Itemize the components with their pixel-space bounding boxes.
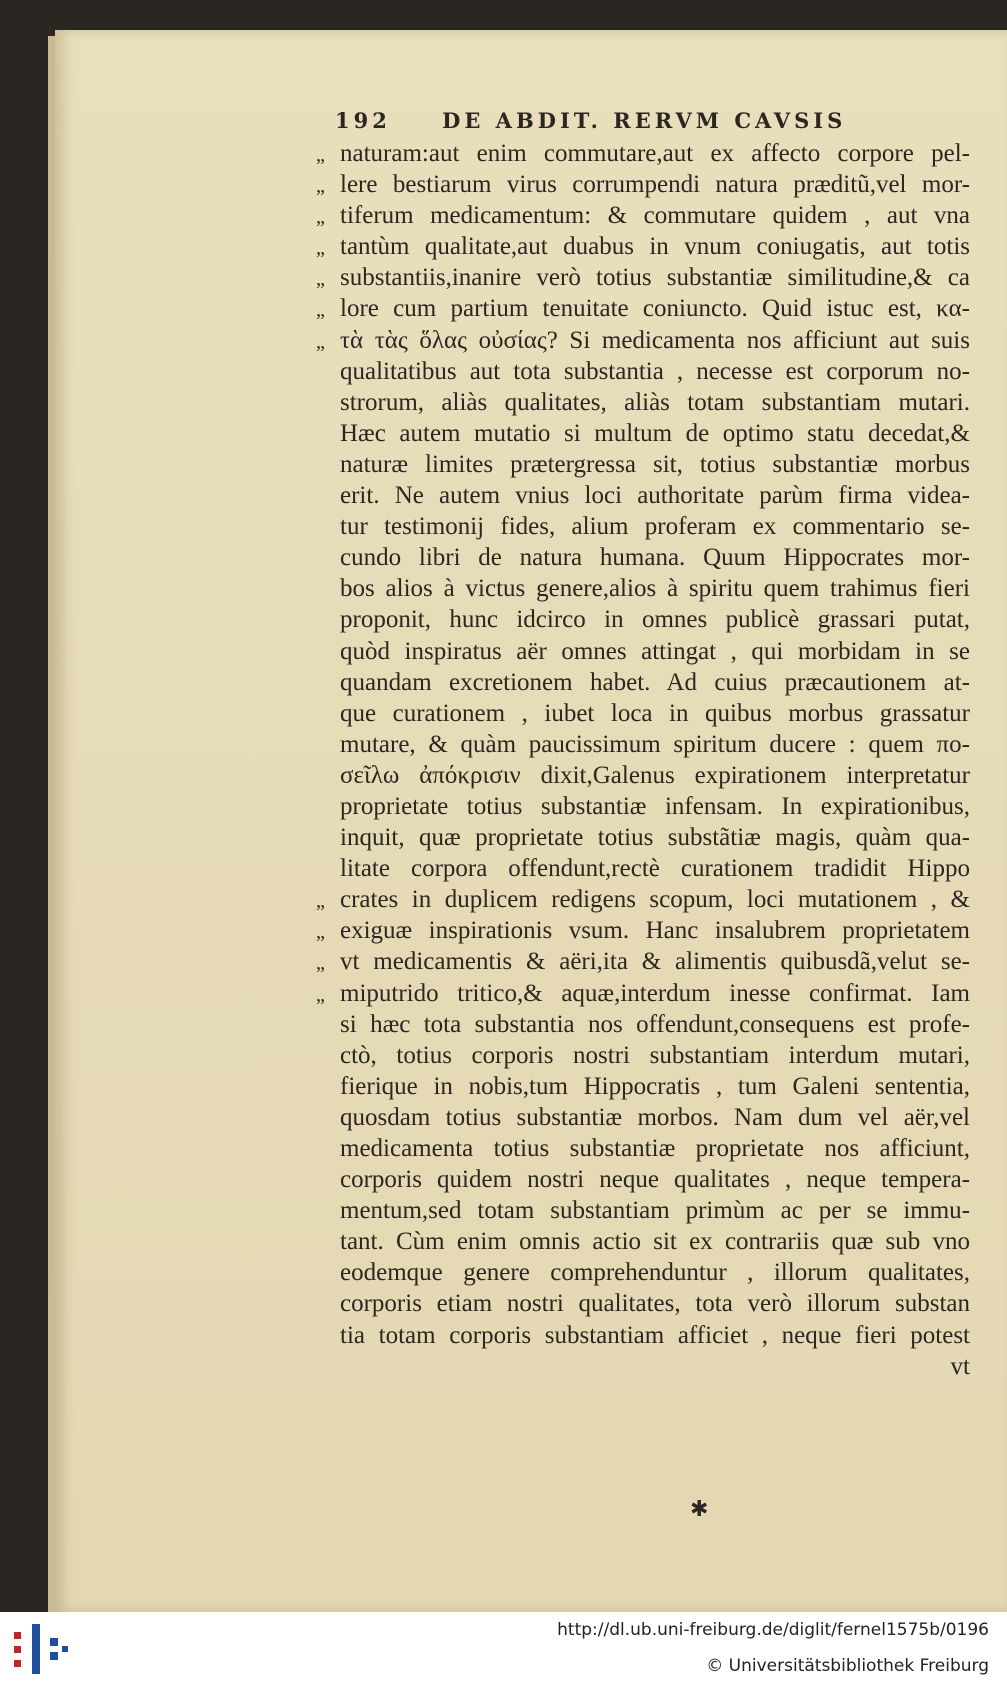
text-line-content: tur testimonij fides, alium proferam ex commentario se- bbox=[340, 513, 970, 541]
text-line bbox=[340, 1040, 970, 1071]
text-line bbox=[316, 884, 970, 915]
text-line-content: proprietate totius substantiæ infensam. In expirationibus, bbox=[340, 792, 970, 820]
text-line-content: inquit, quæ proprietate totius substãtiæ magis, quàm qua- bbox=[340, 824, 970, 852]
page-number: 192 bbox=[335, 108, 391, 133]
quotation-marker: „ bbox=[316, 299, 325, 322]
text-line bbox=[340, 729, 970, 760]
text-line bbox=[340, 480, 970, 511]
quotation-marker: „ bbox=[316, 175, 325, 198]
text-line bbox=[340, 698, 970, 729]
text-line bbox=[340, 418, 970, 449]
text-line bbox=[340, 822, 970, 853]
text-line-content: lore cum partium tenuitate coniuncto. Quid istuc est, κα- bbox=[340, 295, 970, 323]
text-line bbox=[316, 946, 970, 977]
text-line bbox=[316, 231, 970, 262]
text-line bbox=[340, 760, 970, 791]
text-line-content: mutare, & quàm paucissimum spiritum ducere : quem πο- bbox=[340, 730, 970, 758]
text-line-content: medicamenta totius substantiæ proprietate nos afficiunt, bbox=[340, 1135, 970, 1162]
text-line bbox=[340, 573, 970, 604]
quotation-marker: „ bbox=[316, 237, 325, 260]
text-line bbox=[340, 1320, 970, 1351]
text-line-content: tiferum medicamentum: & commutare quidem , aut vna bbox=[340, 202, 970, 230]
quotation-marker: „ bbox=[316, 890, 325, 913]
text-line-content: quosdam totius substantiæ morbos. Nam dum vel aër,vel bbox=[340, 1103, 970, 1131]
text-line-content: corporis etiam nostri qualitates, tota verò illorum substan bbox=[340, 1290, 970, 1318]
text-line bbox=[316, 293, 970, 324]
text-line bbox=[340, 1164, 970, 1195]
ub-freiburg-logo-icon bbox=[10, 1624, 70, 1674]
footer-bar bbox=[0, 1612, 1007, 1685]
text-line bbox=[340, 356, 970, 387]
text-line-content: bos alios à victus genere,alios à spiritu quem trahimus fieri bbox=[340, 575, 970, 603]
text-line bbox=[340, 1257, 970, 1288]
text-line bbox=[340, 511, 970, 542]
text-line-content: naturam:aut enim commutare,aut ex affecto corpore pel- bbox=[340, 140, 970, 167]
text-line-content: eodemque genere comprehenduntur , illorum qualitates, bbox=[340, 1259, 970, 1287]
text-line-content: tia totam corporis substantiam afficiet , neque fieri potest bbox=[340, 1321, 970, 1349]
running-head bbox=[335, 108, 895, 133]
quotation-marker: „ bbox=[316, 952, 325, 975]
text-line-content: vt medicamentis & aëri,ita & alimentis quibusdã,velut se- bbox=[340, 948, 970, 976]
text-line-content: fierique in nobis,tum Hippocratis , tum Galeni sententia, bbox=[340, 1072, 970, 1100]
text-line-content: litate corpora offendunt,rectè curationem tradidit Hippo bbox=[340, 855, 970, 883]
text-line bbox=[316, 138, 970, 169]
text-line-content: vt bbox=[950, 1352, 970, 1380]
text-line bbox=[316, 262, 970, 293]
text-line-content: si hæc tota substantia nos offendunt,consequens est profe- bbox=[340, 1010, 970, 1038]
text-line-content: lere bestiarum virus corrumpendi natura præditũ,vel mor- bbox=[340, 171, 970, 199]
text-line bbox=[340, 1102, 970, 1133]
text-line-content: tantùm qualitate,aut duabus in vnum coniugatis, aut totis bbox=[340, 233, 970, 261]
text-line bbox=[340, 542, 970, 573]
text-line-content: qualitatibus aut tota substantia , necesse est corporum no- bbox=[340, 357, 970, 385]
text-line-content: erit. Ne autem vnius loci authoritate parùm firma videa- bbox=[340, 482, 970, 510]
text-line bbox=[340, 1071, 970, 1102]
text-line bbox=[316, 978, 970, 1009]
text-line-content: ctò, totius corporis nostri substantiam interdum mutari, bbox=[340, 1041, 970, 1069]
text-line bbox=[340, 1133, 970, 1164]
quotation-marker: „ bbox=[316, 206, 325, 229]
text-line bbox=[340, 636, 970, 667]
quotation-marker: „ bbox=[316, 921, 325, 944]
quotation-marker: „ bbox=[316, 268, 325, 291]
copyright-notice: © Universitätsbibliothek Freiburg bbox=[706, 1656, 989, 1676]
text-block bbox=[316, 138, 970, 1382]
text-line bbox=[340, 1195, 970, 1226]
text-line bbox=[316, 325, 970, 356]
text-line-content: substantiis,inanire verò totius substantiæ similitudine,& ca bbox=[340, 264, 970, 292]
text-line-content: crates in duplicem redigens scopum, loci mutationem , & bbox=[340, 886, 970, 914]
running-title: DE ABDIT. RERVM CAVSIS bbox=[442, 108, 847, 133]
text-line-content: strorum, aliàs qualitates, aliàs totam substantiam mutari. bbox=[340, 388, 970, 416]
text-line bbox=[340, 1351, 970, 1382]
text-line bbox=[316, 169, 970, 200]
text-line-content: naturæ limites prætergressa sit, totius substantiæ morbus bbox=[340, 450, 970, 478]
text-line bbox=[316, 200, 970, 231]
text-line bbox=[340, 853, 970, 884]
text-line-content: corporis quidem nostri neque qualitates , neque tempera- bbox=[340, 1166, 970, 1194]
text-line-content: proponit, hunc idcirco in omnes publicè grassari putat, bbox=[340, 606, 970, 634]
quotation-marker: „ bbox=[316, 330, 325, 353]
text-line-content: quandam excretionem habet. Ad cuius præcautionem at- bbox=[340, 668, 970, 696]
bottom-mark: ✱ bbox=[690, 1497, 709, 1522]
text-line-content: quòd inspiratus aër omnes attingat , qui morbidam in se bbox=[340, 637, 970, 665]
quotation-marker: „ bbox=[316, 144, 325, 166]
text-line bbox=[340, 449, 970, 480]
text-line bbox=[340, 1288, 970, 1319]
text-line bbox=[340, 1226, 970, 1257]
quotation-marker: „ bbox=[316, 983, 325, 1006]
permalink-url[interactable]: http://dl.ub.uni-freiburg.de/diglit/fernel1575b/0196 bbox=[557, 1620, 989, 1640]
text-line bbox=[340, 667, 970, 698]
text-line-content: exiguæ inspirationis vsum. Hanc insalubrem proprietatem bbox=[340, 917, 970, 945]
text-line bbox=[340, 387, 970, 418]
text-line-content: tant. Cùm enim omnis actio sit ex contrariis quæ sub vno bbox=[340, 1228, 970, 1256]
text-line-content: Hæc autem mutatio si multum de optimo statu decedat,& bbox=[340, 419, 970, 447]
text-line bbox=[340, 1009, 970, 1040]
text-line bbox=[340, 604, 970, 635]
text-line-content: cundo libri de natura humana. Quum Hippocrates mor- bbox=[340, 544, 970, 572]
text-line-content: τὰ τὰς ὅλας οὐσίας? Si medicamenta nos afficiunt aut suis bbox=[340, 326, 970, 354]
text-line-content: σεῖλω ἀπόκρισιν dixit,Galenus expirationem interpretatur bbox=[340, 761, 970, 789]
text-line-content: miputrido tritico,& aquæ,interdum inesse confirmat. Iam bbox=[340, 979, 970, 1007]
text-line-content: que curationem , iubet loca in quibus morbus grassatur bbox=[340, 699, 970, 727]
text-line bbox=[316, 915, 970, 946]
text-line bbox=[340, 791, 970, 822]
text-line-content: mentum,sed totam substantiam primùm ac per se immu- bbox=[340, 1197, 970, 1225]
